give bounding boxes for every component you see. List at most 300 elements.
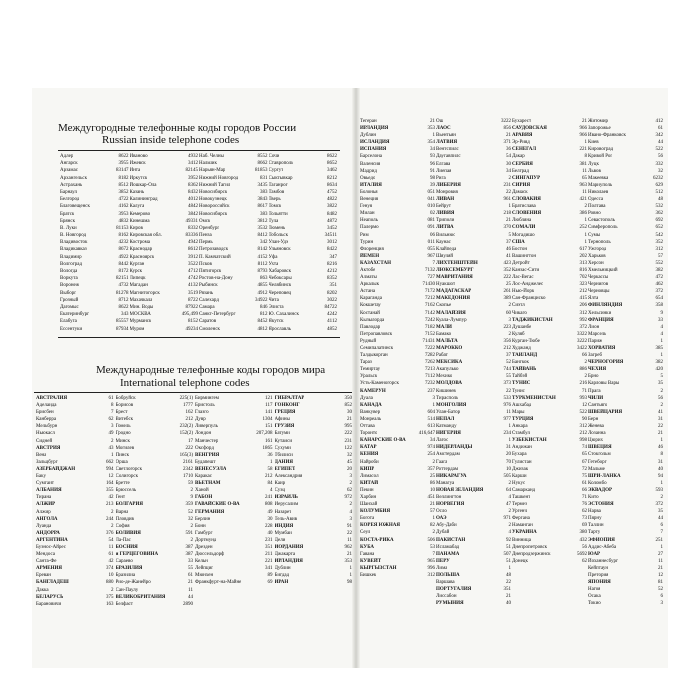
country-entry <box>436 430 511 437</box>
dial-code: 17 <box>188 438 193 444</box>
city-entry <box>588 522 663 529</box>
place-name: КЫРГЫЗСТАН <box>360 565 397 571</box>
country-entry <box>360 146 435 153</box>
dial-code: 51 <box>506 544 511 550</box>
city-entry <box>588 423 663 430</box>
dial-code: 4872 <box>327 218 337 224</box>
place-name: Бишкек <box>360 573 377 578</box>
country-entry <box>275 523 353 530</box>
place-name: Скопье <box>436 303 452 309</box>
place-name: СИРИЯ <box>512 182 531 188</box>
dial-code: 358 <box>655 303 663 309</box>
dial-code: 37 <box>506 239 511 245</box>
country-entry <box>275 395 353 402</box>
place-name: Казань <box>129 189 145 195</box>
dial-code: 91 <box>430 168 435 174</box>
dial-code: 994 <box>106 466 114 472</box>
dial-code: 40 <box>658 466 663 472</box>
dial-code: 355 <box>106 488 114 494</box>
place-name: САУДОВСКАЯ <box>512 126 547 132</box>
place-name: Лондон <box>195 431 212 437</box>
city-entry <box>269 261 338 268</box>
dial-code: 10 <box>108 573 114 579</box>
country-entry <box>436 324 511 331</box>
place-name: Торонто <box>360 431 378 437</box>
city-entry <box>436 494 511 501</box>
dial-code: 62 <box>108 417 114 423</box>
place-name: ХОРВАТИЯ <box>588 346 616 351</box>
dial-code: 22 <box>347 530 352 536</box>
city-entry <box>195 402 273 409</box>
place-name: ЛИТВА <box>436 225 454 231</box>
place-name: В. Луки <box>60 225 77 231</box>
place-name: БОЛГАРИЯ <box>115 502 143 508</box>
dial-code: 976 <box>503 402 511 408</box>
place-name: Мельбурн <box>36 424 58 430</box>
dial-code: 34 <box>506 168 511 174</box>
city-entry <box>130 167 199 174</box>
place-name: Лос-Анджелес <box>512 282 544 288</box>
city-entry <box>512 508 587 515</box>
place-name: Цюрих <box>588 438 604 444</box>
city-entry <box>436 544 511 551</box>
city-entry <box>360 380 435 387</box>
dial-code: 8412 <box>257 233 268 239</box>
city-entry <box>512 338 587 345</box>
dial-code: 2 <box>584 374 587 380</box>
dial-code: 416,647 <box>418 431 435 437</box>
dial-code: 84722 <box>324 304 337 310</box>
dial-code: 21 <box>658 431 663 437</box>
country-entry <box>36 445 114 452</box>
city-entry <box>269 160 338 167</box>
city-entry <box>130 268 199 275</box>
dial-code: 49 <box>267 509 273 515</box>
place-name: СЛОВАКИЯ <box>512 197 541 203</box>
place-name: Генуя <box>360 204 373 210</box>
dial-code: 12 <box>108 474 114 480</box>
country-entry <box>436 359 511 366</box>
city-entry <box>275 537 353 544</box>
country-entry <box>512 395 587 402</box>
dial-code: 8152 <box>188 319 198 325</box>
dial-code: 7152 <box>425 331 435 337</box>
dial-code: 3022 <box>327 297 337 303</box>
city-entry <box>36 438 114 445</box>
place-name: Днепропетровск <box>512 544 548 550</box>
place-name: Наманган <box>512 523 533 529</box>
city-entry <box>588 451 663 458</box>
city-entry <box>436 459 511 466</box>
city-entry <box>60 153 129 160</box>
country-entry <box>195 509 273 516</box>
dial-code: 522 <box>655 147 663 153</box>
place-name: ОАЭ <box>436 516 447 522</box>
city-entry <box>436 565 511 572</box>
place-name: ГИБРАЛТАР <box>274 396 305 401</box>
city-entry <box>360 267 435 274</box>
intl-codes-table <box>36 395 354 608</box>
dial-code: 34 <box>430 147 435 153</box>
dial-code: 6 <box>660 594 663 600</box>
country-entry <box>195 494 273 501</box>
city-entry <box>275 452 353 459</box>
dial-code: 57 <box>430 509 435 515</box>
dial-code: 81853 <box>255 168 268 174</box>
place-name: Хмельницкий <box>588 267 618 273</box>
dial-code: 629 <box>655 182 663 188</box>
city-entry <box>195 409 273 416</box>
dial-code: 232(2) <box>179 424 193 430</box>
dial-code: 2 <box>508 331 511 337</box>
dial-code: 222 <box>344 431 352 437</box>
city-entry <box>588 310 663 317</box>
dial-code: 2 <box>190 523 193 529</box>
place-name: БОЛИВИЯ <box>115 530 141 536</box>
place-name: КАТАР <box>360 445 377 451</box>
place-name: ШРИ-ЛАНКА <box>588 473 621 479</box>
city-entry <box>60 311 129 318</box>
city-entry <box>512 345 587 352</box>
place-name: Макеевка <box>588 175 609 181</box>
city-entry <box>360 373 435 380</box>
place-name: ЛАТВИЯ <box>436 140 458 146</box>
dial-code: 2 <box>190 488 193 494</box>
country-entry <box>116 565 194 572</box>
city-entry <box>275 509 353 516</box>
dial-code: 374 <box>106 566 114 572</box>
place-name: МАВРИТАНИЯ <box>436 275 473 281</box>
city-entry <box>275 416 353 423</box>
country-entry <box>195 501 273 508</box>
dial-code: 8212 <box>327 175 337 181</box>
place-name: Рим <box>360 232 369 238</box>
city-entry <box>116 402 194 409</box>
dial-code: 82145 <box>185 168 198 174</box>
dial-code: 2 <box>111 438 114 444</box>
place-name: Якутск <box>268 319 284 325</box>
dial-code: 1 <box>508 565 511 571</box>
city-entry <box>436 388 511 395</box>
place-name: СОМАЛИ <box>512 225 536 231</box>
city-entry <box>269 218 338 225</box>
dial-code: 65 <box>582 452 587 458</box>
dial-code: 3462 <box>327 168 337 174</box>
city-entry <box>512 409 587 416</box>
city-entry <box>436 161 511 168</box>
country-entry <box>512 146 587 153</box>
place-name: Краснодар <box>129 247 153 253</box>
place-name: Львов <box>588 168 601 174</box>
city-entry <box>195 530 273 537</box>
place-name: Сараево <box>115 559 133 565</box>
city-entry <box>360 196 435 203</box>
place-name: Махачкала <box>129 297 153 303</box>
place-name: Веллингтон <box>436 494 462 500</box>
dial-code: 8712 <box>118 297 129 303</box>
dial-code: 3422 <box>577 346 587 351</box>
place-name: Дрезден <box>195 544 213 550</box>
city-entry <box>275 480 353 487</box>
city-entry <box>512 522 587 529</box>
dial-code: 3842 <box>188 211 198 217</box>
dial-code: 1865 <box>262 445 273 451</box>
place-name: Адлер <box>60 154 74 159</box>
city-entry <box>199 189 268 196</box>
dial-code: 1 <box>584 232 587 238</box>
city-entry <box>116 409 194 416</box>
place-name: Благовещенск <box>60 204 90 210</box>
city-entry <box>116 558 194 565</box>
dial-code: 8622 <box>118 154 129 159</box>
dial-code: 591 <box>185 530 193 536</box>
city-entry <box>360 132 435 139</box>
city-entry <box>60 254 129 261</box>
russia-title-en: Russian inside telephone codes <box>102 134 240 146</box>
city-entry <box>269 189 338 196</box>
dial-code: 2 <box>508 480 511 486</box>
dial-code: 163 <box>106 601 114 607</box>
country-entry <box>275 459 353 466</box>
country-entry <box>436 338 511 345</box>
place-name: Термез <box>512 502 527 508</box>
place-name: Болонья <box>360 189 378 195</box>
country-entry <box>436 380 511 387</box>
dial-code: 3012 <box>327 240 337 246</box>
country-entry <box>36 516 114 523</box>
dial-code: 3843 <box>257 197 268 203</box>
dial-code: 33 <box>658 317 663 323</box>
place-name: Токио <box>588 601 601 607</box>
place-name: Брест <box>115 410 128 416</box>
dial-code: 34922 <box>255 297 268 303</box>
place-name: Пермь <box>199 240 213 246</box>
city-entry <box>436 189 511 196</box>
place-name: Псков <box>199 261 212 267</box>
place-name: Рига <box>436 175 446 181</box>
country-entry <box>512 224 587 231</box>
country-entry <box>588 302 663 309</box>
dial-code: 218 <box>503 211 511 217</box>
city-entry <box>116 395 194 402</box>
city-entry <box>588 253 663 260</box>
country-entry <box>360 182 435 189</box>
place-name: Валенсия <box>360 161 381 167</box>
city-entry <box>360 168 435 175</box>
country-entry <box>588 551 663 558</box>
dial-code: 552 <box>655 260 663 266</box>
place-name: ИТАЛИЯ <box>360 182 382 188</box>
city-entry <box>436 146 511 153</box>
place-name: Ангарск <box>60 161 78 167</box>
city-entry <box>269 211 338 218</box>
place-name: ГАБОН <box>195 495 213 501</box>
city-entry <box>588 402 663 409</box>
dial-code: 8617 <box>257 204 268 210</box>
place-name: Нижний Тагил <box>199 182 231 188</box>
country-entry <box>512 125 587 132</box>
place-name: БРАЗИЛИЯ <box>115 566 143 572</box>
country-entry <box>436 345 511 352</box>
place-name: Дубай <box>436 530 450 536</box>
place-name: МОЛДОВА <box>436 381 463 387</box>
country-entry <box>512 196 587 203</box>
dial-code: 4942 <box>188 240 198 246</box>
dial-code: 4162 <box>118 204 129 210</box>
city-entry <box>512 388 587 395</box>
dial-code: 995 <box>344 424 352 430</box>
dial-code: 993 <box>579 395 587 401</box>
place-name: ДАНИЯ <box>274 459 293 465</box>
city-entry <box>60 232 129 239</box>
city-entry <box>60 196 129 203</box>
place-name: КУВЕЙТ <box>360 558 382 564</box>
place-name: МАЛЬТА <box>436 338 458 344</box>
city-entry <box>116 430 194 437</box>
dial-code: 4922 <box>118 254 129 260</box>
city-entry <box>512 487 587 494</box>
dial-code: 64 <box>506 487 511 493</box>
place-name: УЗБЕКИСТАН <box>512 438 547 444</box>
city-entry <box>130 182 199 189</box>
city-entry <box>130 311 199 318</box>
dial-code: 20 <box>506 452 511 458</box>
place-name: Елгава <box>436 161 451 167</box>
dial-code: 963 <box>579 182 587 188</box>
dial-code: 46 <box>658 445 663 451</box>
dial-code: 164 <box>106 481 114 487</box>
place-name: Амстердам <box>436 452 460 458</box>
dial-code: 4152 <box>257 254 268 260</box>
place-name: ИЗРАИЛЬ <box>274 495 298 501</box>
place-name: В. Новгород <box>60 233 87 239</box>
place-name: Дакка <box>36 587 49 593</box>
city-entry <box>195 565 273 572</box>
dial-code: 212 <box>579 431 587 437</box>
city-entry <box>116 601 194 608</box>
dial-code: 71430 <box>422 282 435 288</box>
country-entry <box>436 586 511 593</box>
place-name: Караганда <box>360 296 382 302</box>
place-name: Андижан <box>512 445 532 451</box>
place-name: Анкара <box>512 424 528 430</box>
dial-code: 2 <box>508 523 511 529</box>
place-name: Чикаго <box>512 310 527 316</box>
city-entry <box>588 373 663 380</box>
city-entry <box>360 395 435 402</box>
place-name: ИНДИЯ <box>274 523 294 529</box>
city-entry <box>275 530 353 537</box>
place-name: ПАКИСТАН <box>436 537 466 543</box>
dial-code: 70 <box>506 459 511 465</box>
place-name: ТУНИС <box>512 381 531 387</box>
place-name: Тирана <box>36 495 52 501</box>
city-entry <box>130 153 199 160</box>
place-name: Шяуляй <box>436 253 454 259</box>
country-entry <box>275 494 353 501</box>
dial-code: 2 <box>508 175 511 181</box>
place-name: Наб. Челны <box>199 154 224 159</box>
city-entry <box>130 297 199 304</box>
dial-code: 82151 <box>116 276 129 282</box>
dial-code: 2 <box>584 204 587 210</box>
city-entry <box>360 529 435 536</box>
place-name: Самарканд <box>512 487 536 493</box>
city-entry <box>60 203 129 210</box>
place-name: Рудный <box>360 338 377 344</box>
city-entry <box>360 239 435 246</box>
dial-code: 8172 <box>118 269 129 274</box>
dial-code: 47 <box>506 502 511 508</box>
dial-code: 22 <box>506 189 511 195</box>
dial-code: 7222 <box>425 346 435 351</box>
city-entry <box>436 451 511 458</box>
country-entry <box>512 239 587 246</box>
dial-code: 261 <box>503 289 511 295</box>
dial-code: 98 <box>430 175 435 181</box>
place-name: Сургут <box>268 168 284 174</box>
place-name: Йоханнесбург <box>588 558 619 564</box>
city-entry <box>588 508 663 515</box>
place-name: КАМЕРУН <box>360 388 386 394</box>
city-entry <box>269 275 338 282</box>
dial-code: 961 <box>503 197 511 203</box>
country-entry <box>275 558 353 565</box>
dial-code: 8 <box>584 154 587 160</box>
dial-code: 604 <box>427 409 435 415</box>
place-name: Вологда <box>60 269 78 274</box>
place-name: Осло <box>436 509 447 515</box>
dial-code: 3435 <box>257 182 268 188</box>
dial-code: 2 <box>190 537 193 543</box>
place-name: ЮАР <box>588 551 601 557</box>
country-entry <box>512 366 587 373</box>
place-name: Курган <box>129 261 145 267</box>
place-name: Александрия <box>274 474 303 480</box>
place-name: ИРЛАНДИЯ <box>274 559 303 565</box>
country-entry <box>36 537 114 544</box>
place-name: Турин <box>360 239 374 245</box>
city-entry <box>269 232 338 239</box>
place-name: ЛЮКСЕМБУРГ <box>436 267 474 273</box>
dial-code: 389 <box>503 296 511 302</box>
dial-code: 495,499 <box>181 312 198 318</box>
dial-code: 31 <box>658 459 663 465</box>
place-name: Буэнос-Айрес <box>36 544 66 550</box>
place-name: София <box>115 523 130 529</box>
city-entry <box>436 232 511 239</box>
place-name: Худжанд <box>512 346 531 351</box>
country-entry <box>116 544 194 551</box>
dial-code: 3522 <box>188 261 198 267</box>
place-name: Сыктывкар <box>268 175 293 181</box>
city-entry <box>116 523 194 530</box>
place-name: Могадишо <box>512 232 535 238</box>
place-name: Самара <box>199 304 215 310</box>
dial-code: 343 <box>121 312 129 318</box>
city-entry <box>436 153 511 160</box>
city-entry <box>360 409 435 416</box>
city-entry <box>360 338 435 345</box>
city-entry <box>512 430 587 437</box>
city-entry <box>588 132 663 139</box>
place-name: Ростов-на-Дону <box>199 276 233 282</box>
place-name: Бостон <box>512 246 528 252</box>
place-name: ФИНЛЯНДИЯ <box>588 303 623 309</box>
dial-code: 1 <box>432 402 435 408</box>
dial-code: 8722 <box>188 297 198 303</box>
place-name: Тернополь <box>588 239 611 245</box>
